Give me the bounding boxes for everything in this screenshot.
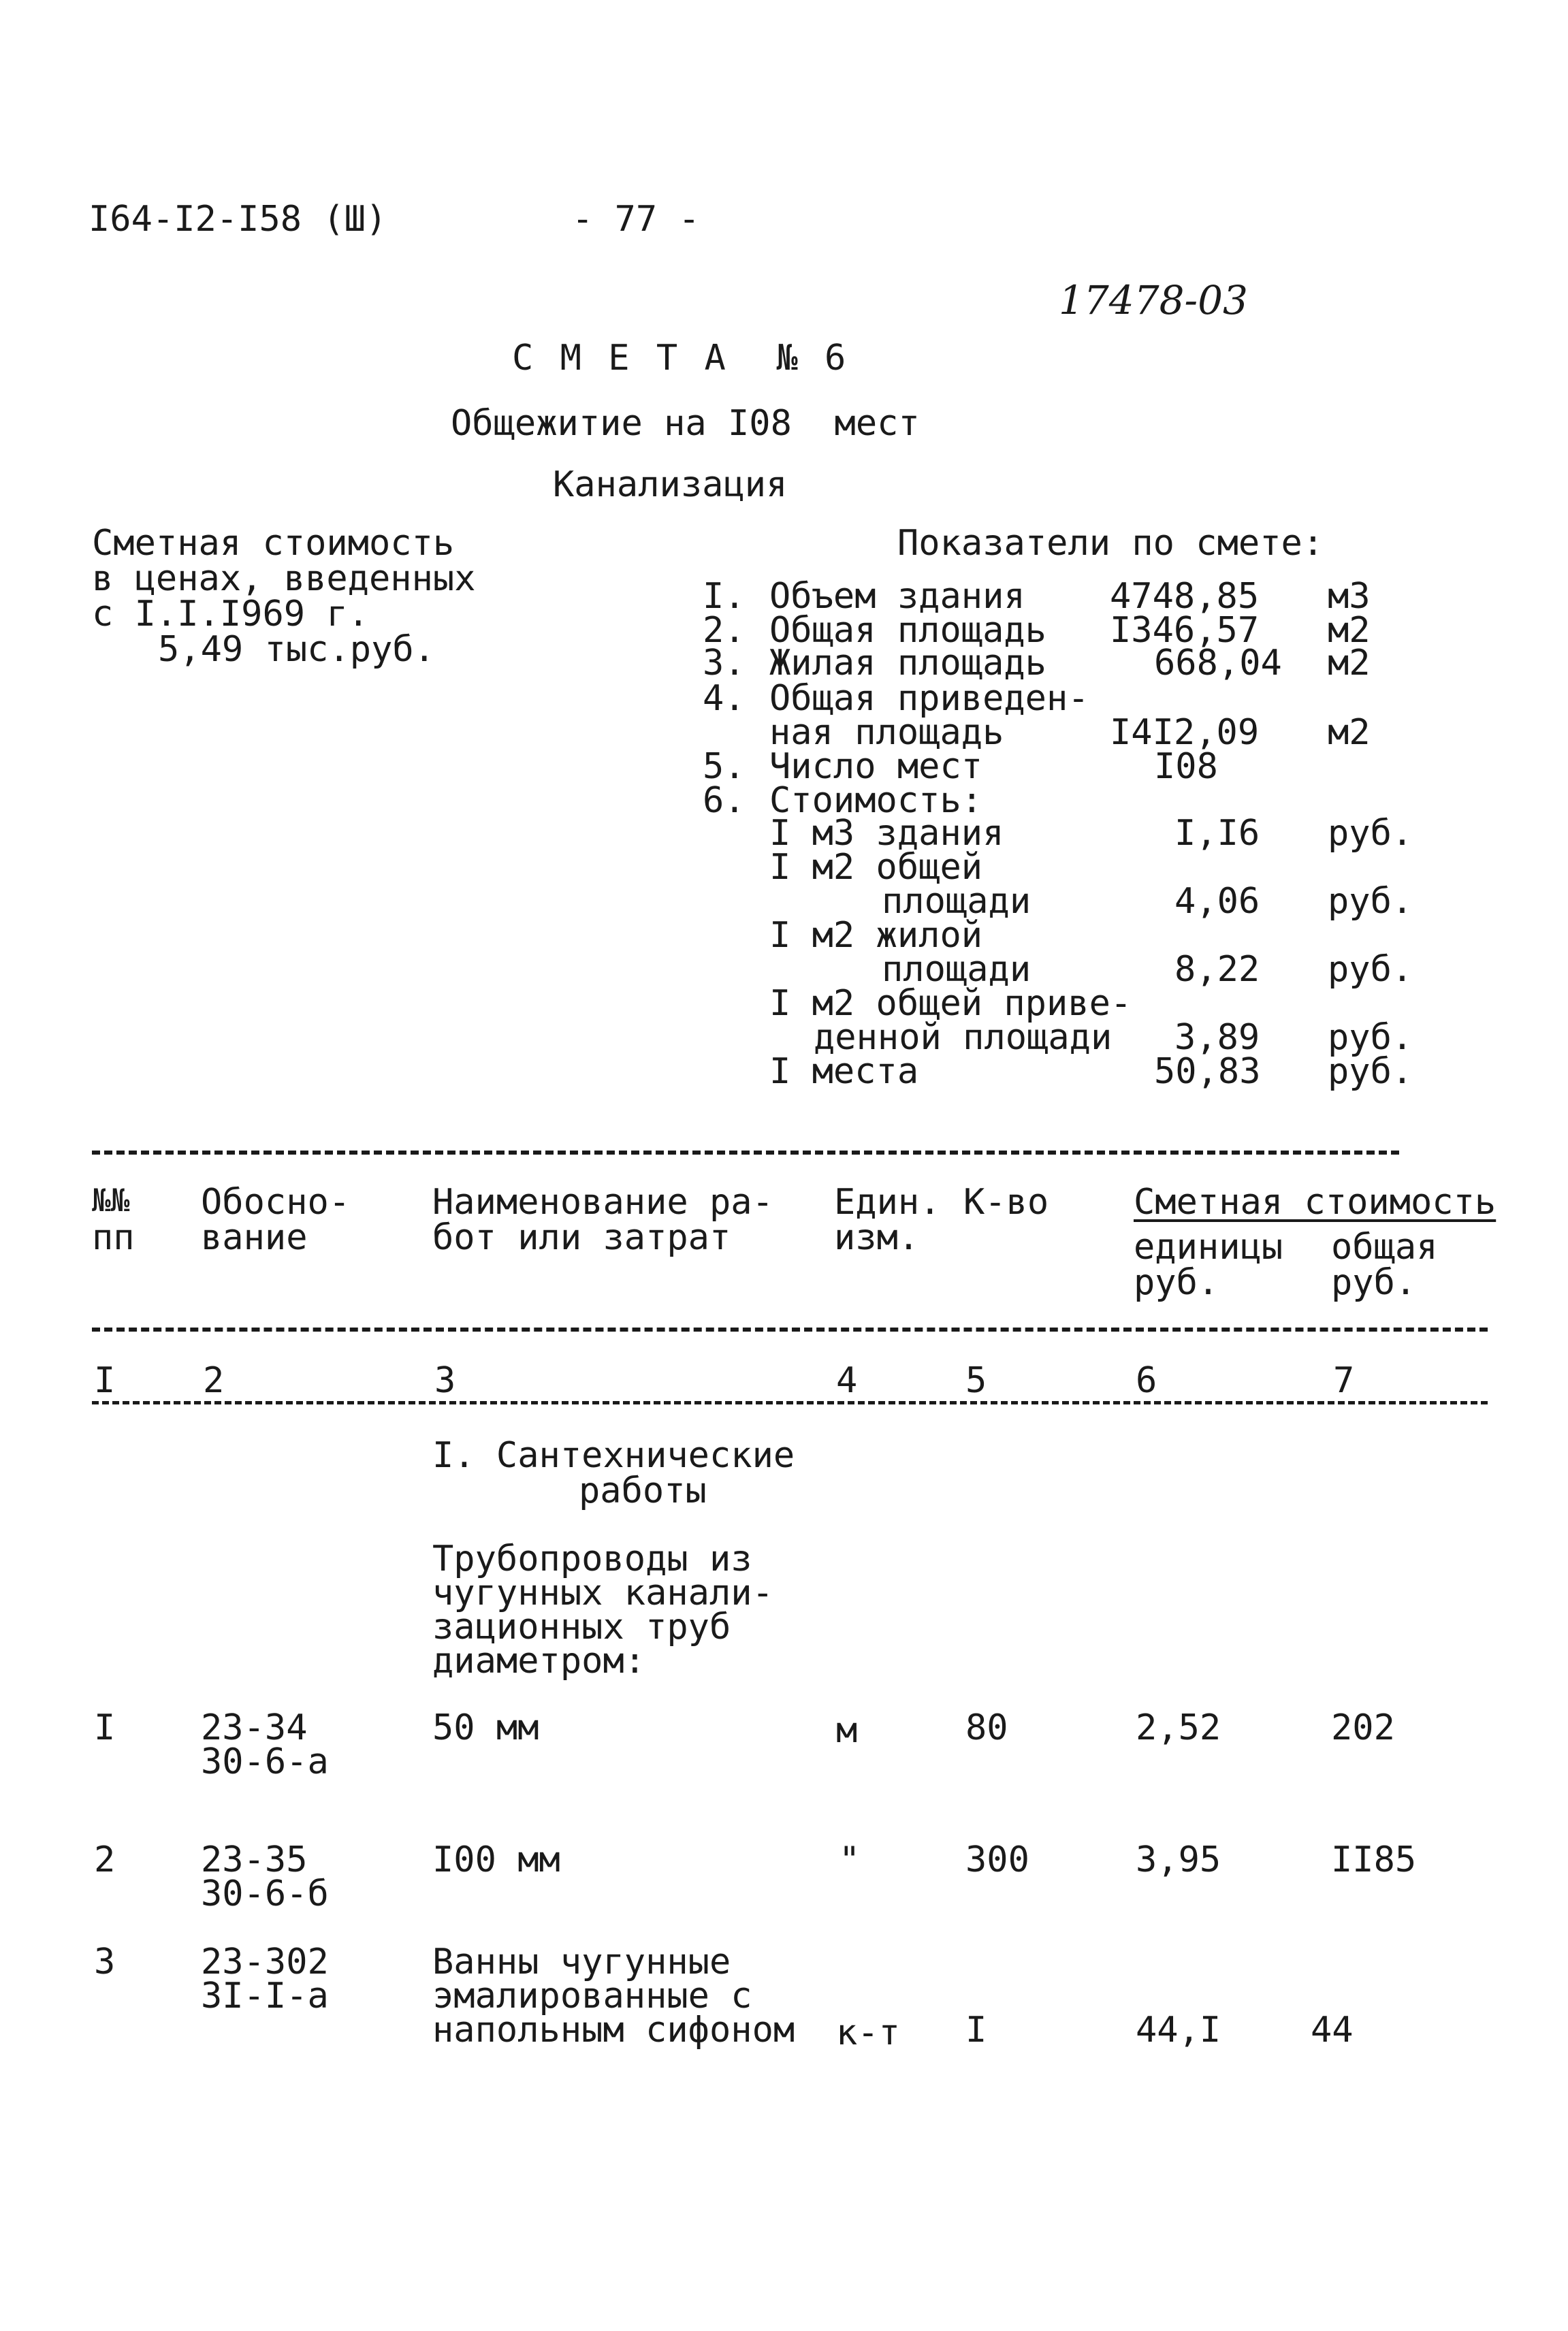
indicator-number: 3. (703, 643, 746, 684)
header-col7: общая (1331, 1227, 1438, 1268)
header-col7: руб. (1331, 1262, 1417, 1303)
cost-unit: руб. (1328, 881, 1413, 922)
cost-label: I м2 общей (769, 847, 983, 888)
header-col5: К-во (963, 1182, 1049, 1223)
cost-label: площади (882, 949, 1031, 990)
section-heading: I. Сантехнические (432, 1435, 795, 1476)
cost-unit: руб. (1328, 949, 1413, 990)
handwritten-stamp: 17478-03 (1059, 277, 1248, 323)
indicator-number: 4. (703, 678, 746, 719)
page-number: - 77 - (572, 199, 700, 240)
indicator-number: 5. (703, 746, 746, 787)
row-name: 50 мм (432, 1707, 539, 1748)
row-unit-cost: 44,I (1136, 2010, 1221, 2051)
group-heading: зационных труб (432, 1607, 731, 1647)
row-quantity: I (965, 2010, 987, 2051)
column-number: 6 (1136, 1360, 1157, 1401)
row-unit-cost: 2,52 (1136, 1707, 1221, 1748)
row-quantity: 300 (965, 1839, 1029, 1880)
cost-value: I,I6 (1174, 813, 1260, 854)
column-number: 5 (965, 1360, 987, 1401)
row-basis: 30-6-а (201, 1741, 329, 1782)
cost-label: I м2 общей приве- (769, 983, 1132, 1024)
indicator-value: 668,04 (1154, 643, 1282, 684)
indicator-unit: м2 (1328, 712, 1371, 753)
cost-unit: руб. (1328, 1017, 1413, 1058)
group-heading: Трубопроводы из (432, 1539, 752, 1579)
indicator-number: I. (703, 576, 746, 617)
indicator-value: I08 (1154, 746, 1218, 787)
indicators-heading: Показатели по смете: (897, 523, 1324, 564)
row-total: 202 (1331, 1707, 1395, 1748)
row-name: напольным сифоном (432, 2010, 795, 2051)
estimate-title: С М Е Т А № 6 (512, 338, 849, 379)
cost-note-line: в ценах, введенных (92, 558, 476, 599)
row-basis: 23-302 (201, 1942, 329, 1982)
row-name: Ванны чугунные (432, 1942, 731, 1982)
indicator-unit: м2 (1328, 610, 1371, 651)
indicator-unit: м3 (1328, 576, 1371, 617)
column-number: I (94, 1360, 116, 1401)
row-unit: м (836, 1710, 858, 1751)
indicator-number: 6. (703, 780, 746, 821)
group-heading: чугунных канали- (432, 1573, 773, 1613)
row-basis: 23-34 (201, 1707, 308, 1748)
document-code: I64-I2-I58 (Ш) (89, 199, 387, 240)
column-number: 4 (836, 1360, 858, 1401)
cost-label: I м2 жилой (769, 915, 983, 956)
cost-note-line: Сметная стоимость (92, 523, 455, 564)
cost-label: I места (769, 1051, 919, 1092)
indicator-value: I4I2,09 (1110, 712, 1260, 753)
cost-value: 50,83 (1154, 1051, 1261, 1092)
header-col3: бот или затрат (432, 1217, 731, 1258)
separator-line (92, 1151, 1399, 1155)
indicator-label: Общая площадь (769, 610, 1046, 651)
header-col1: №№ (92, 1182, 130, 1219)
cost-note-total: 5,49 тыс.руб. (158, 629, 435, 670)
header-col3: Наименование ра- (432, 1182, 773, 1223)
cost-value: 3,89 (1174, 1017, 1260, 1058)
object-title: Общежитие на I08 мест (451, 403, 920, 444)
indicator-label: Стоимость: (769, 780, 983, 821)
section-heading: работы (579, 1470, 707, 1511)
header-col6: единицы (1134, 1227, 1283, 1268)
header-cost-group: Сметная стоимость (1134, 1182, 1497, 1223)
indicator-label: Число мест (769, 746, 983, 787)
column-number: 2 (203, 1360, 225, 1401)
row-number: 2 (94, 1839, 116, 1880)
header-col6: руб. (1134, 1262, 1219, 1303)
row-number: 3 (94, 1942, 116, 1982)
cost-note-line: с I.I.I969 г. (92, 594, 369, 634)
row-number: I (94, 1707, 116, 1748)
row-unit: к-т (836, 2012, 900, 2053)
header-col2: Обосно- (201, 1182, 351, 1223)
group-heading: диаметром: (432, 1641, 646, 1682)
cost-label: денной площади (814, 1017, 1113, 1058)
row-total: 44 (1311, 2010, 1354, 2051)
row-basis: 30-6-б (201, 1874, 329, 1914)
row-quantity: 80 (965, 1707, 1008, 1748)
cost-value: 4,06 (1174, 881, 1260, 922)
cost-unit: руб. (1328, 813, 1413, 854)
column-number: 7 (1333, 1360, 1355, 1401)
cost-value: 8,22 (1174, 949, 1260, 990)
indicator-value: 4748,85 (1110, 576, 1260, 617)
row-unit-cost: 3,95 (1136, 1839, 1221, 1880)
indicator-label: Общая приведен- (769, 678, 1089, 719)
indicator-unit: м2 (1328, 643, 1371, 684)
header-col2: вание (201, 1217, 308, 1258)
separator-line (92, 1328, 1488, 1332)
row-total: II85 (1331, 1839, 1417, 1880)
cost-label: площади (882, 881, 1031, 922)
header-col4: изм. (834, 1217, 920, 1258)
row-name: эмалированные с (432, 1976, 752, 2016)
column-number: 3 (434, 1360, 456, 1401)
row-basis: 23-35 (201, 1839, 308, 1880)
row-name: I00 мм (432, 1839, 560, 1880)
indicator-value: I346,57 (1110, 610, 1260, 651)
section-title: Канализация (553, 464, 788, 505)
row-unit: " (839, 1839, 861, 1880)
row-basis: 3I-I-а (201, 1976, 329, 2016)
indicator-label: ная площадь (769, 712, 1004, 753)
header-col1: пп (92, 1217, 135, 1258)
indicator-label: Объем здания (769, 576, 1025, 617)
cost-unit: руб. (1328, 1051, 1413, 1092)
indicator-number: 2. (703, 610, 746, 651)
indicator-label: Жилая площадь (769, 643, 1046, 684)
header-col4: Един. (834, 1182, 941, 1223)
cost-label: I м3 здания (769, 813, 1004, 854)
separator-line (92, 1401, 1488, 1404)
